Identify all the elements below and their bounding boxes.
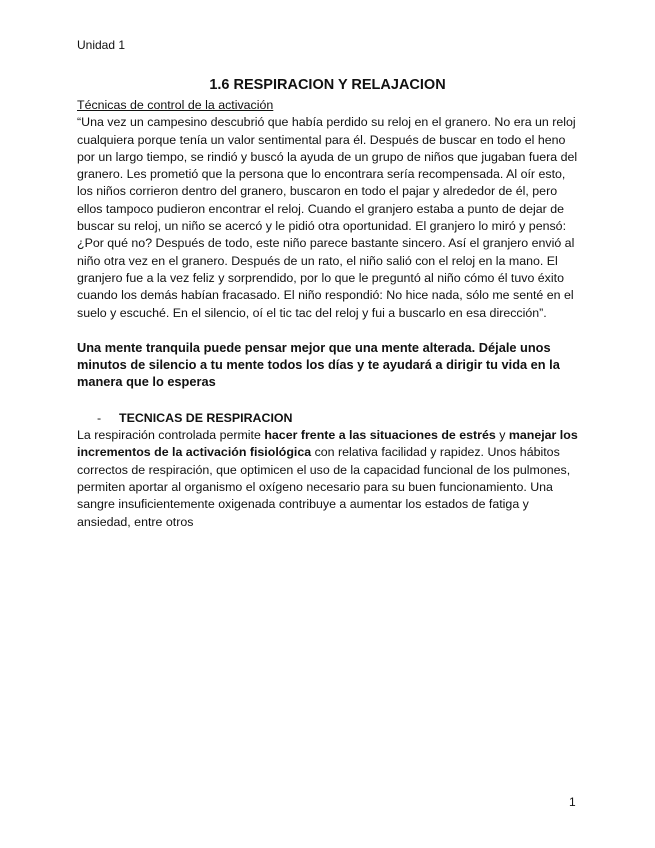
paragraph-text-2: y	[495, 428, 509, 443]
document-title: 1.6 RESPIRACION Y RELAJACION	[209, 77, 446, 93]
bullet-dash: -	[97, 410, 102, 425]
paragraph-bold-1: hacer frente a las situaciones de estrés	[264, 428, 496, 443]
story-paragraph: “Una vez un campesino descubrió que había perdido su reloj en el granero. No era un reloj cualquiera porque tenía un valor sentimental para él. Después de buscar en todo el heno por un largo tiempo, se rindió y buscó la ayuda de un grupo de niños que jugaban fuera del granero. Les prometió que la persona que lo encontrara sería recompensada. Al oír esto, los niños corrieron dentro del granero, buscaron en todo el pajar y alrededor de él, pero ellos tampoco pudieron encontrar el reloj. Cuando el granjero estaba a punto de dejar de buscar su reloj, un niño se acercó y le pidió otra oportunidad. El granjero lo miró y pensó: ¿Por qué no? Después de todo, este niño parece bastante sincero. Así el granjero envió al niño otra vez en el granero. Después de un rato, el niño salió con el reloj en la mano. El granjero fue a la vez feliz y sorprendido, por lo que le preguntó al niño cómo él tuvo éxito cuando los demás habían fracasado. El niño respondió: No hice nada, sólo me senté en el suelo y escuché. En el silencio, oí el tic tac del reloj y fui a buscarlo en esa dirección”.	[77, 115, 578, 320]
paragraph-text-1: La respiración controlada permite	[77, 428, 265, 443]
page-number: 1	[569, 795, 576, 809]
paragraph-bold-2: manejar los incrementos de la activación fisiológica	[77, 428, 578, 460]
page-header-unit: Unidad 1	[77, 38, 126, 52]
section-subtitle: Técnicas de control de la activación	[77, 98, 274, 112]
breathing-paragraph	[77, 427, 582, 531]
paragraph-text-3: con relativa facilidad y rapidez. Unos hábitos correctos de respiración, que optimicen el uso de la capacidad funcional de los pulmones, permiten aportar al organismo el oxígeno necesario para su buen funcionamiento. Una sangre insuficientemente oxigenada contribuye a aumentar los estados de fatiga y ansiedad, entre otros	[77, 445, 571, 529]
breathing-techniques-heading	[77, 410, 582, 427]
heading-text: TECNICAS DE RESPIRACION	[119, 410, 293, 425]
document-body	[77, 97, 582, 531]
moral-paragraph: Una mente tranquila puede pensar mejor que una mente alterada. Déjale unos minutos de silencio a tu mente todos los días y te ayudará a dirigir tu vida en la manera que lo esperas	[77, 339, 560, 390]
